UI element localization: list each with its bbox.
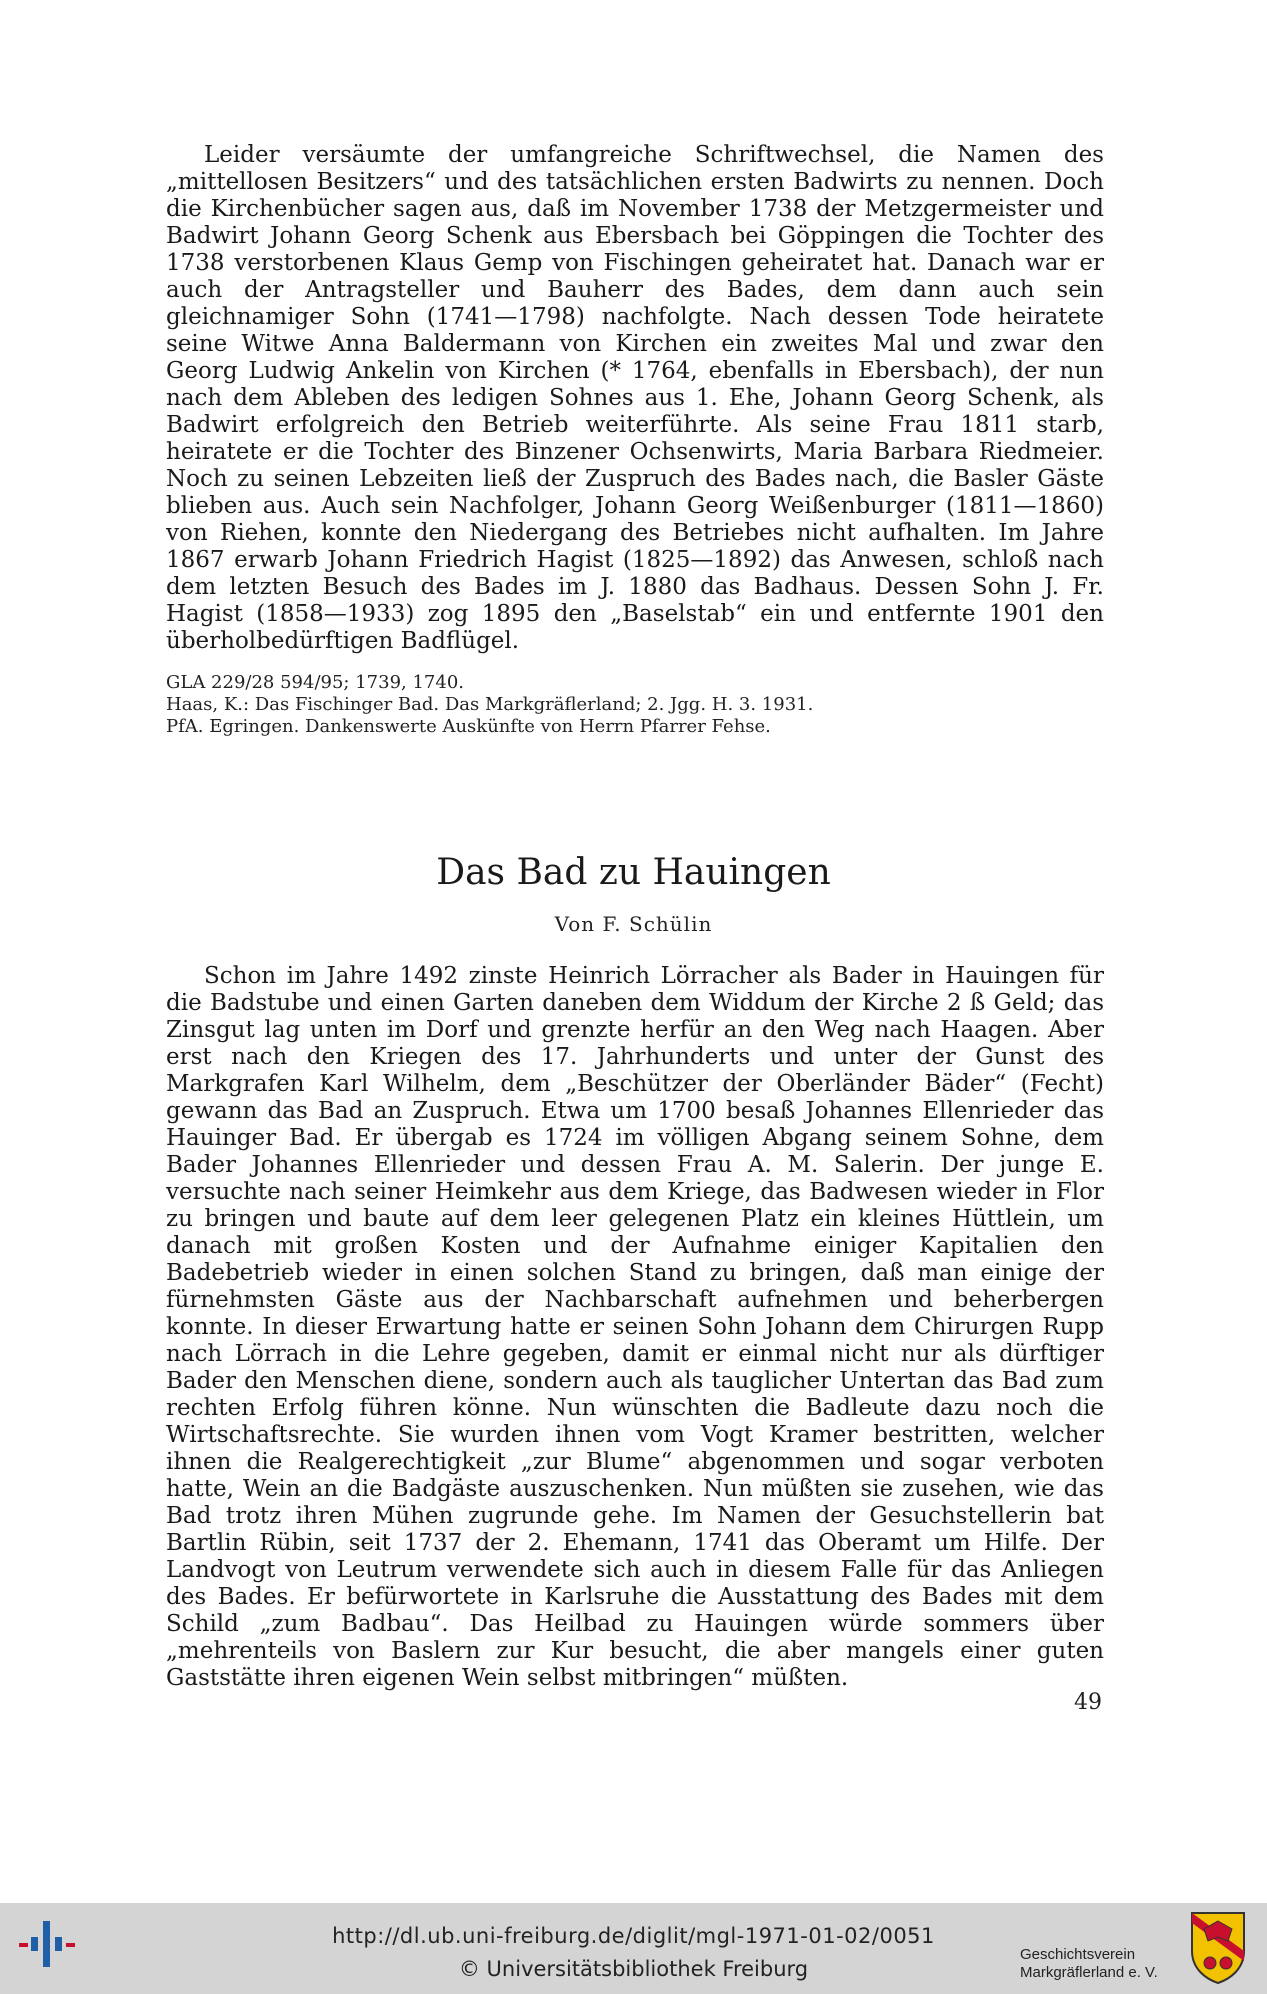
reference-item: GLA 229/28 594/95; 1739, 1740. [166, 672, 464, 693]
article1-references [166, 672, 1104, 738]
article2-body [166, 963, 1104, 1692]
reference-item: PfA. Egringen. Dankenswerte Auskünfte von Herrn Pfarrer Fehse. [166, 716, 771, 737]
article2-author: Von F. Schülin [554, 912, 713, 936]
article2-title: Das Bad zu Hauingen [436, 852, 831, 893]
page-number: 49 [1074, 1690, 1102, 1715]
footer-copyright: © Universitätsbibliothek Freiburg [458, 1957, 809, 1981]
footer-organization [1020, 1946, 1158, 1982]
footer-url-link[interactable]: http://dl.ub.uni-freiburg.de/diglit/mgl-1971-01-02/0051 [332, 1924, 935, 1948]
reference-item: Haas, K.: Das Fischinger Bad. Das Markgräflerland; 2. Jgg. H. 3. 1931. [166, 694, 814, 715]
org-line: Markgräflerland e. V. [1020, 1964, 1158, 1981]
coat-of-arms-icon [1190, 1911, 1246, 1985]
article2-paragraph: Schon im Jahre 1492 zinste Heinrich Lörracher als Bader in Hauingen für die Badstube und einen Garten daneben dem Widdum der Kirche 2 ß Geld; das Zinsgut lag unten im Dorf und grenzte herfür an den Weg nach Haagen. Aber erst nach den Kriegen des 17. Jahrhunderts und unter der Gunst des Markgrafen Karl Wilhelm, dem „Beschützer der Oberländer Bäder“ (Fecht) gewann das Bad an Zuspruch. Etwa um 1700 besaß Johannes Ellenrieder das Hauinger Bad. Er übergab es 1724 im völligen Abgang seinem Sohne, dem Bader Johannes Ellenrieder und dessen Frau A. M. Salerin. Der junge E. versuchte nach seiner Heimkehr aus dem Kriege, das Badwesen wieder in Flor zu bringen und baute auf dem leer gelegenen Platz ein kleines Hüttlein, um danach mit großen Kosten und der Aufnahme einiger Kapitalien den Badebetrieb wieder in einen solchen Stand zu bringen, daß man einige der fürnehmsten Gäste aus der Nachbarschaft aufnehmen und beherbergen konnte. In dieser Erwartung hatte er seinen Sohn Johann dem Chirurgen Rupp nach Lörrach in die Lehre gegeben, damit er einmal nicht nur als dürftiger Bader den Menschen diene, sondern auch als tauglicher Untertan das Bad zum rechten Erfolg führen könne. Nun wünschten die Badleute dazu noch die Wirtschaftsrechte. Sie wurden ihnen vom Vogt Kramer bestritten, welcher ihnen die Realgerechtigkeit „zur Blume“ abgenommen und sogar verboten hatte, Wein an die Badgäste auszuschenken. Nun müßten sie zusehen, wie das Bad trotz ihren Mühen zugrunde gehe. Im Namen der Gesuchstellerin bat Bartlin Rübin, seit 1737 der 2. Ehemann, 1741 das Oberamt um Hilfe. Der Landvogt von Leutrum verwendete sich auch in diesem Falle für das Anliegen des Bades. Er befürwortete in Karlsruhe die Ausstattung des Bades mit dem Schild „zum Badbau“. Das Heilbad zu Hauingen würde sommers über „mehrenteils von Baslern zur Kur besucht, die aber mangels einer guten Gaststätte ihren eigenen Wein selbst mitbringen“ müßten. [166, 963, 1104, 1691]
article1-body [166, 142, 1104, 655]
org-line: Geschichtsverein [1020, 1946, 1136, 1963]
article1-paragraph: Leider versäumte der umfangreiche Schriftwechsel, die Namen des „mittellosen Besitzers“ und des tatsächlichen ersten Badwirts zu nennen. Doch die Kirchenbücher sagen aus, daß im November 1738 der Metzgermeister und Badwirt Johann Georg Schenk aus Ebersbach bei Göppingen die Tochter des 1738 verstorbenen Klaus Gemp von Fischingen geheiratet hat. Danach war er auch der Antragsteller und Bauherr des Bades, dem dann auch sein gleichnamiger Sohn (1741—1798) nachfolgte. Nach dessen Tode heiratete seine Witwe Anna Baldermann von Kirchen ein zweites Mal und zwar den Georg Ludwig Ankelin von Kirchen (* 1764, ebenfalls in Ebersbach), der nun nach dem Ableben des ledigen Sohnes aus 1. Ehe, Johann Georg Schenk, als Badwirt erfolgreich den Betrieb weiterführte. Als seine Frau 1811 starb, heiratete er die Tochter des Binzener Ochsenwirts, Maria Barbara Riedmeier. Noch zu seinen Lebzeiten ließ der Zuspruch des Bades nach, die Basler Gäste blieben aus. Auch sein Nachfolger, Johann Georg Weißenburger (1811—1860) von Riehen, konnte den Niedergang des Betriebes nicht aufhalten. Im Jahre 1867 erwarb Johann Friedrich Hagist (1825—1892) das Anwesen, schloß nach dem letzten Besuch des Bades im J. 1880 das Badhaus. Dessen Sohn J. Fr. Hagist (1858—1933) zog 1895 den „Baselstab“ ein und entfernte 1901 den überholbedürftigen Badflügel. [166, 142, 1104, 654]
